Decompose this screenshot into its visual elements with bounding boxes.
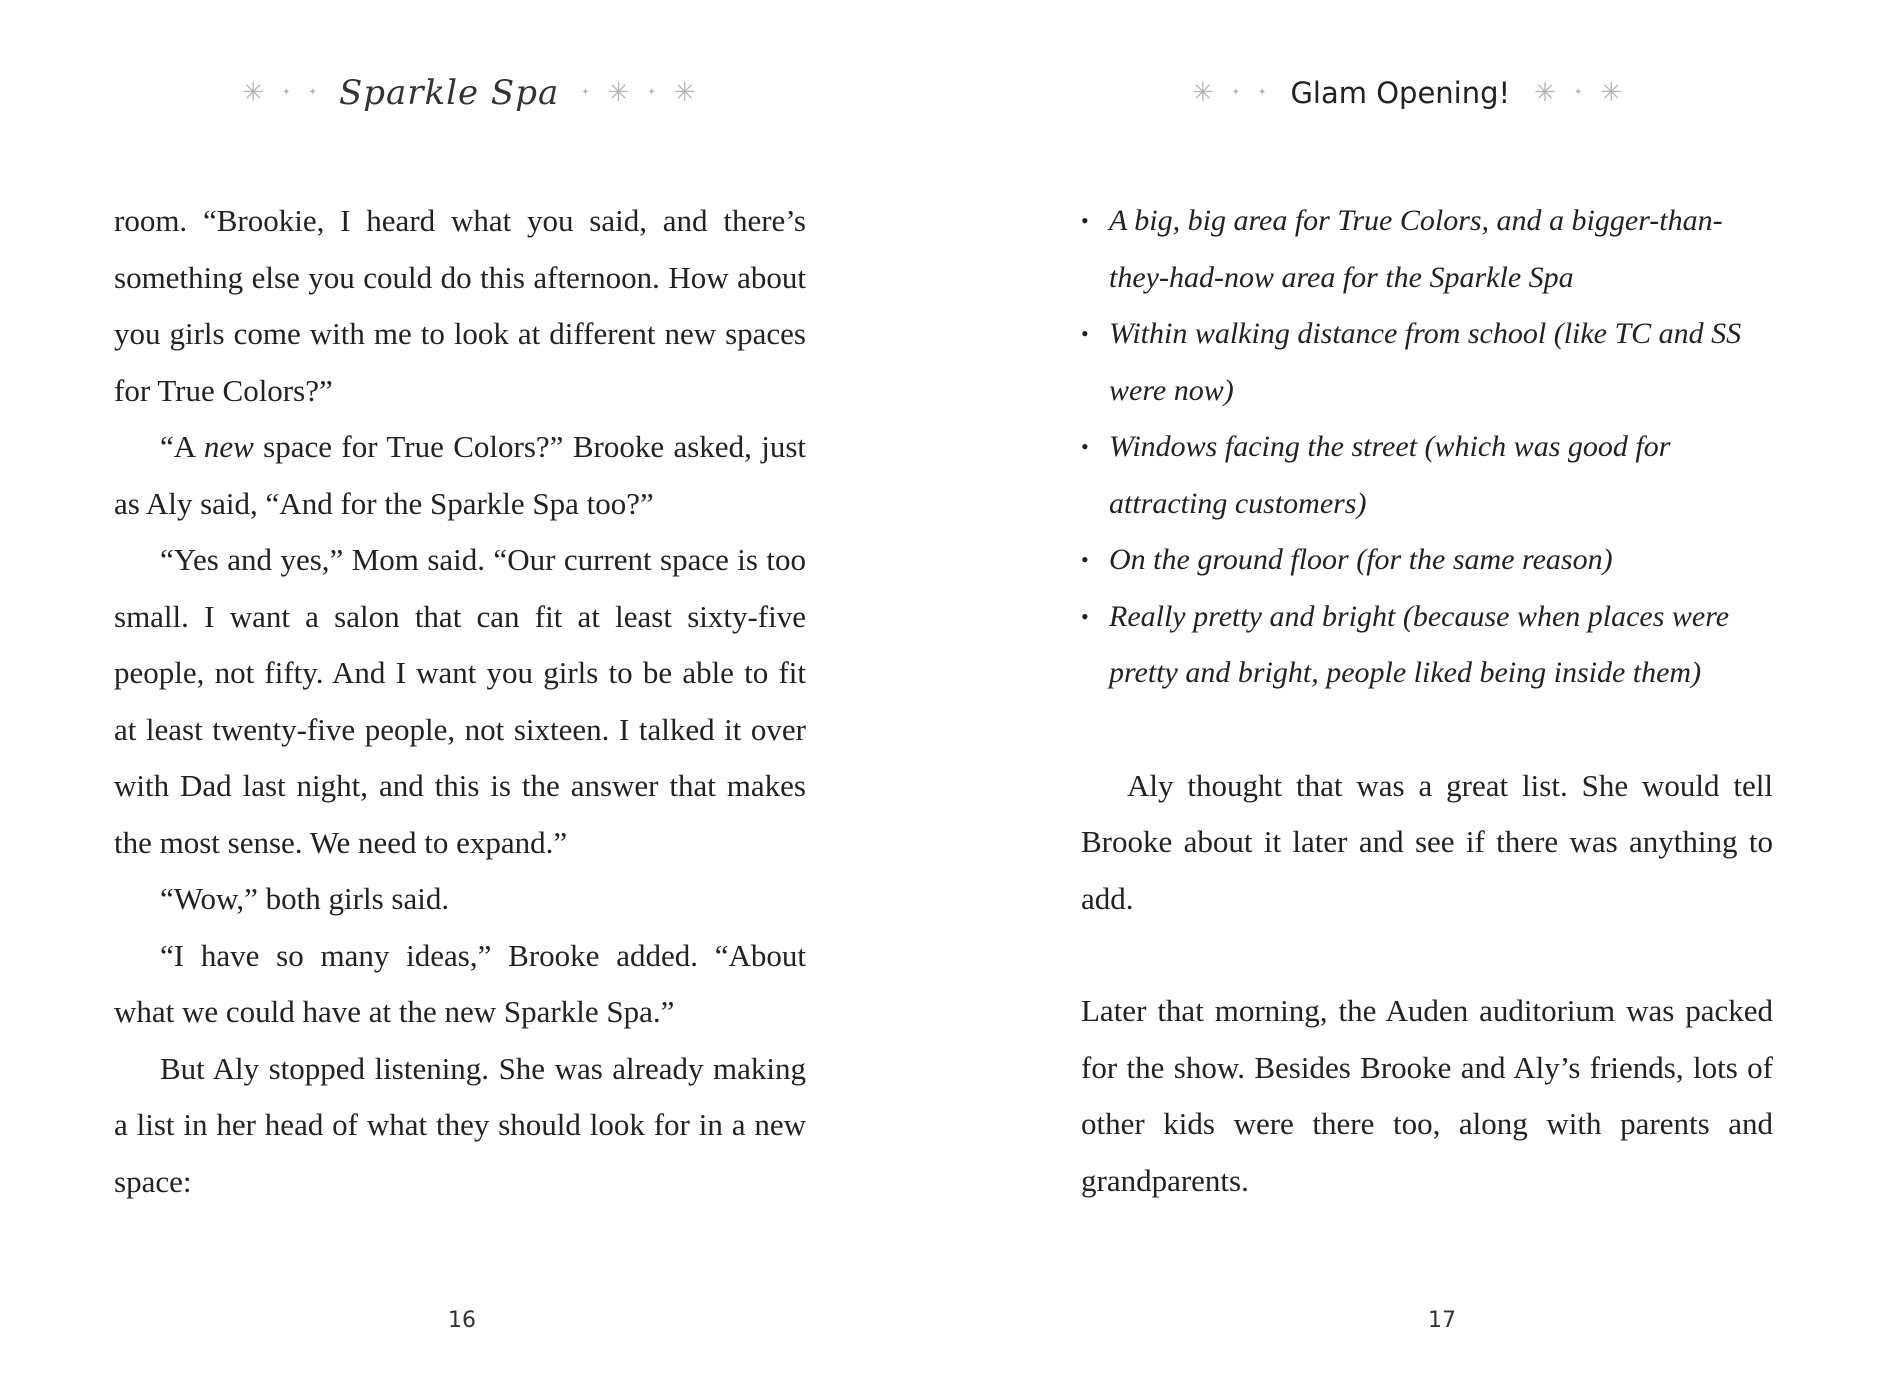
left-running-header — [0, 58, 938, 128]
bullet-icon: • — [1081, 321, 1089, 346]
left-body-text — [114, 193, 806, 1210]
paragraph: But Aly stopped listening. She was already making a list in her head of what they should look for in a new space: — [114, 1050, 806, 1199]
list-item: • Really pretty and bright (because when places were pretty and bright, people liked being inside them) — [1081, 589, 1773, 702]
wish-list — [1081, 193, 1773, 702]
bullet-icon: • — [1081, 603, 1089, 629]
emphasis: new — [203, 429, 254, 464]
right-header-stars-after — [1534, 80, 1622, 106]
star-icon: ✦ — [1231, 87, 1241, 98]
paragraph: Aly thought that was a great list. She would tell Brooke about it later and see if there was anything to add. — [1081, 767, 1773, 916]
right-page — [938, 0, 1876, 1396]
series-title: Sparkle Spa — [338, 73, 560, 113]
right-body-text — [1081, 193, 1773, 1209]
star-icon: ✦ — [1573, 87, 1583, 98]
star-icon: ✦ — [308, 87, 317, 98]
list-item: • A big, big area for True Colors, and a bigger-than-they-had-now area for the Sparkle Spa — [1081, 193, 1773, 306]
paragraph: room. “Brookie, I heard what you said, and there’s something else you could do this afternoon. How about you girls come with me to look at different new spaces for True Colors?” — [114, 203, 806, 408]
star-icon: ✳ — [673, 78, 696, 107]
star-icon: ✦ — [581, 87, 590, 98]
star-icon: ✳ — [242, 78, 265, 107]
page-number: 17 — [1428, 1308, 1456, 1333]
spacer — [1081, 702, 1773, 758]
page-number: 16 — [448, 1308, 476, 1333]
star-icon: ✦ — [647, 87, 656, 98]
bullet-icon: • — [1081, 208, 1089, 233]
bullet-icon: • — [1081, 547, 1089, 572]
star-icon: ✳ — [1600, 78, 1623, 107]
left-page — [0, 0, 938, 1396]
star-icon: ✳ — [1191, 78, 1214, 107]
bullet-icon: • — [1081, 434, 1089, 459]
paragraph: “Yes and yes,” Mom said. “Our current space is too small. I want a salon that can fit at least sixty-five people, not fifty. And I want you girls to be able to fit at least twenty-five people, not sixteen. I talked it over with Dad last night, and this is the answer that makes the most sense. We need to expand.” — [114, 542, 806, 860]
paragraph: “Wow,” both girls said. — [160, 881, 450, 916]
list-item: • Within walking distance from school (like TC and SS were now) — [1081, 306, 1773, 419]
star-icon: ✳ — [607, 78, 630, 107]
right-header-stars-before — [1192, 80, 1267, 106]
star-icon: ✦ — [282, 87, 291, 98]
section-break — [1081, 927, 1773, 983]
left-header-stars-before — [242, 80, 317, 106]
paragraph: Later that morning, the Auden auditorium was packed for the show. Besides Brooke and Aly’s friends, lots of other kids were there too, along with parents and grandparents. — [1081, 993, 1773, 1198]
list-item: • On the ground floor (for the same reason) — [1081, 532, 1773, 589]
chapter-title: Glam Opening! — [1290, 76, 1511, 110]
star-icon: ✳ — [1534, 78, 1556, 107]
star-icon: ✦ — [1258, 87, 1267, 98]
right-running-header — [938, 58, 1876, 128]
paragraph: “I have so many ideas,” Brooke added. “About what we could have at the new Sparkle Spa.” — [114, 937, 806, 1029]
left-header-stars-after — [581, 80, 695, 106]
paragraph: “A new space for True Colors?” Brooke asked, just as Aly said, “And for the Sparkle Spa too?” — [114, 429, 807, 521]
list-item: • Windows facing the street (which was good for attracting customers) — [1081, 419, 1773, 532]
